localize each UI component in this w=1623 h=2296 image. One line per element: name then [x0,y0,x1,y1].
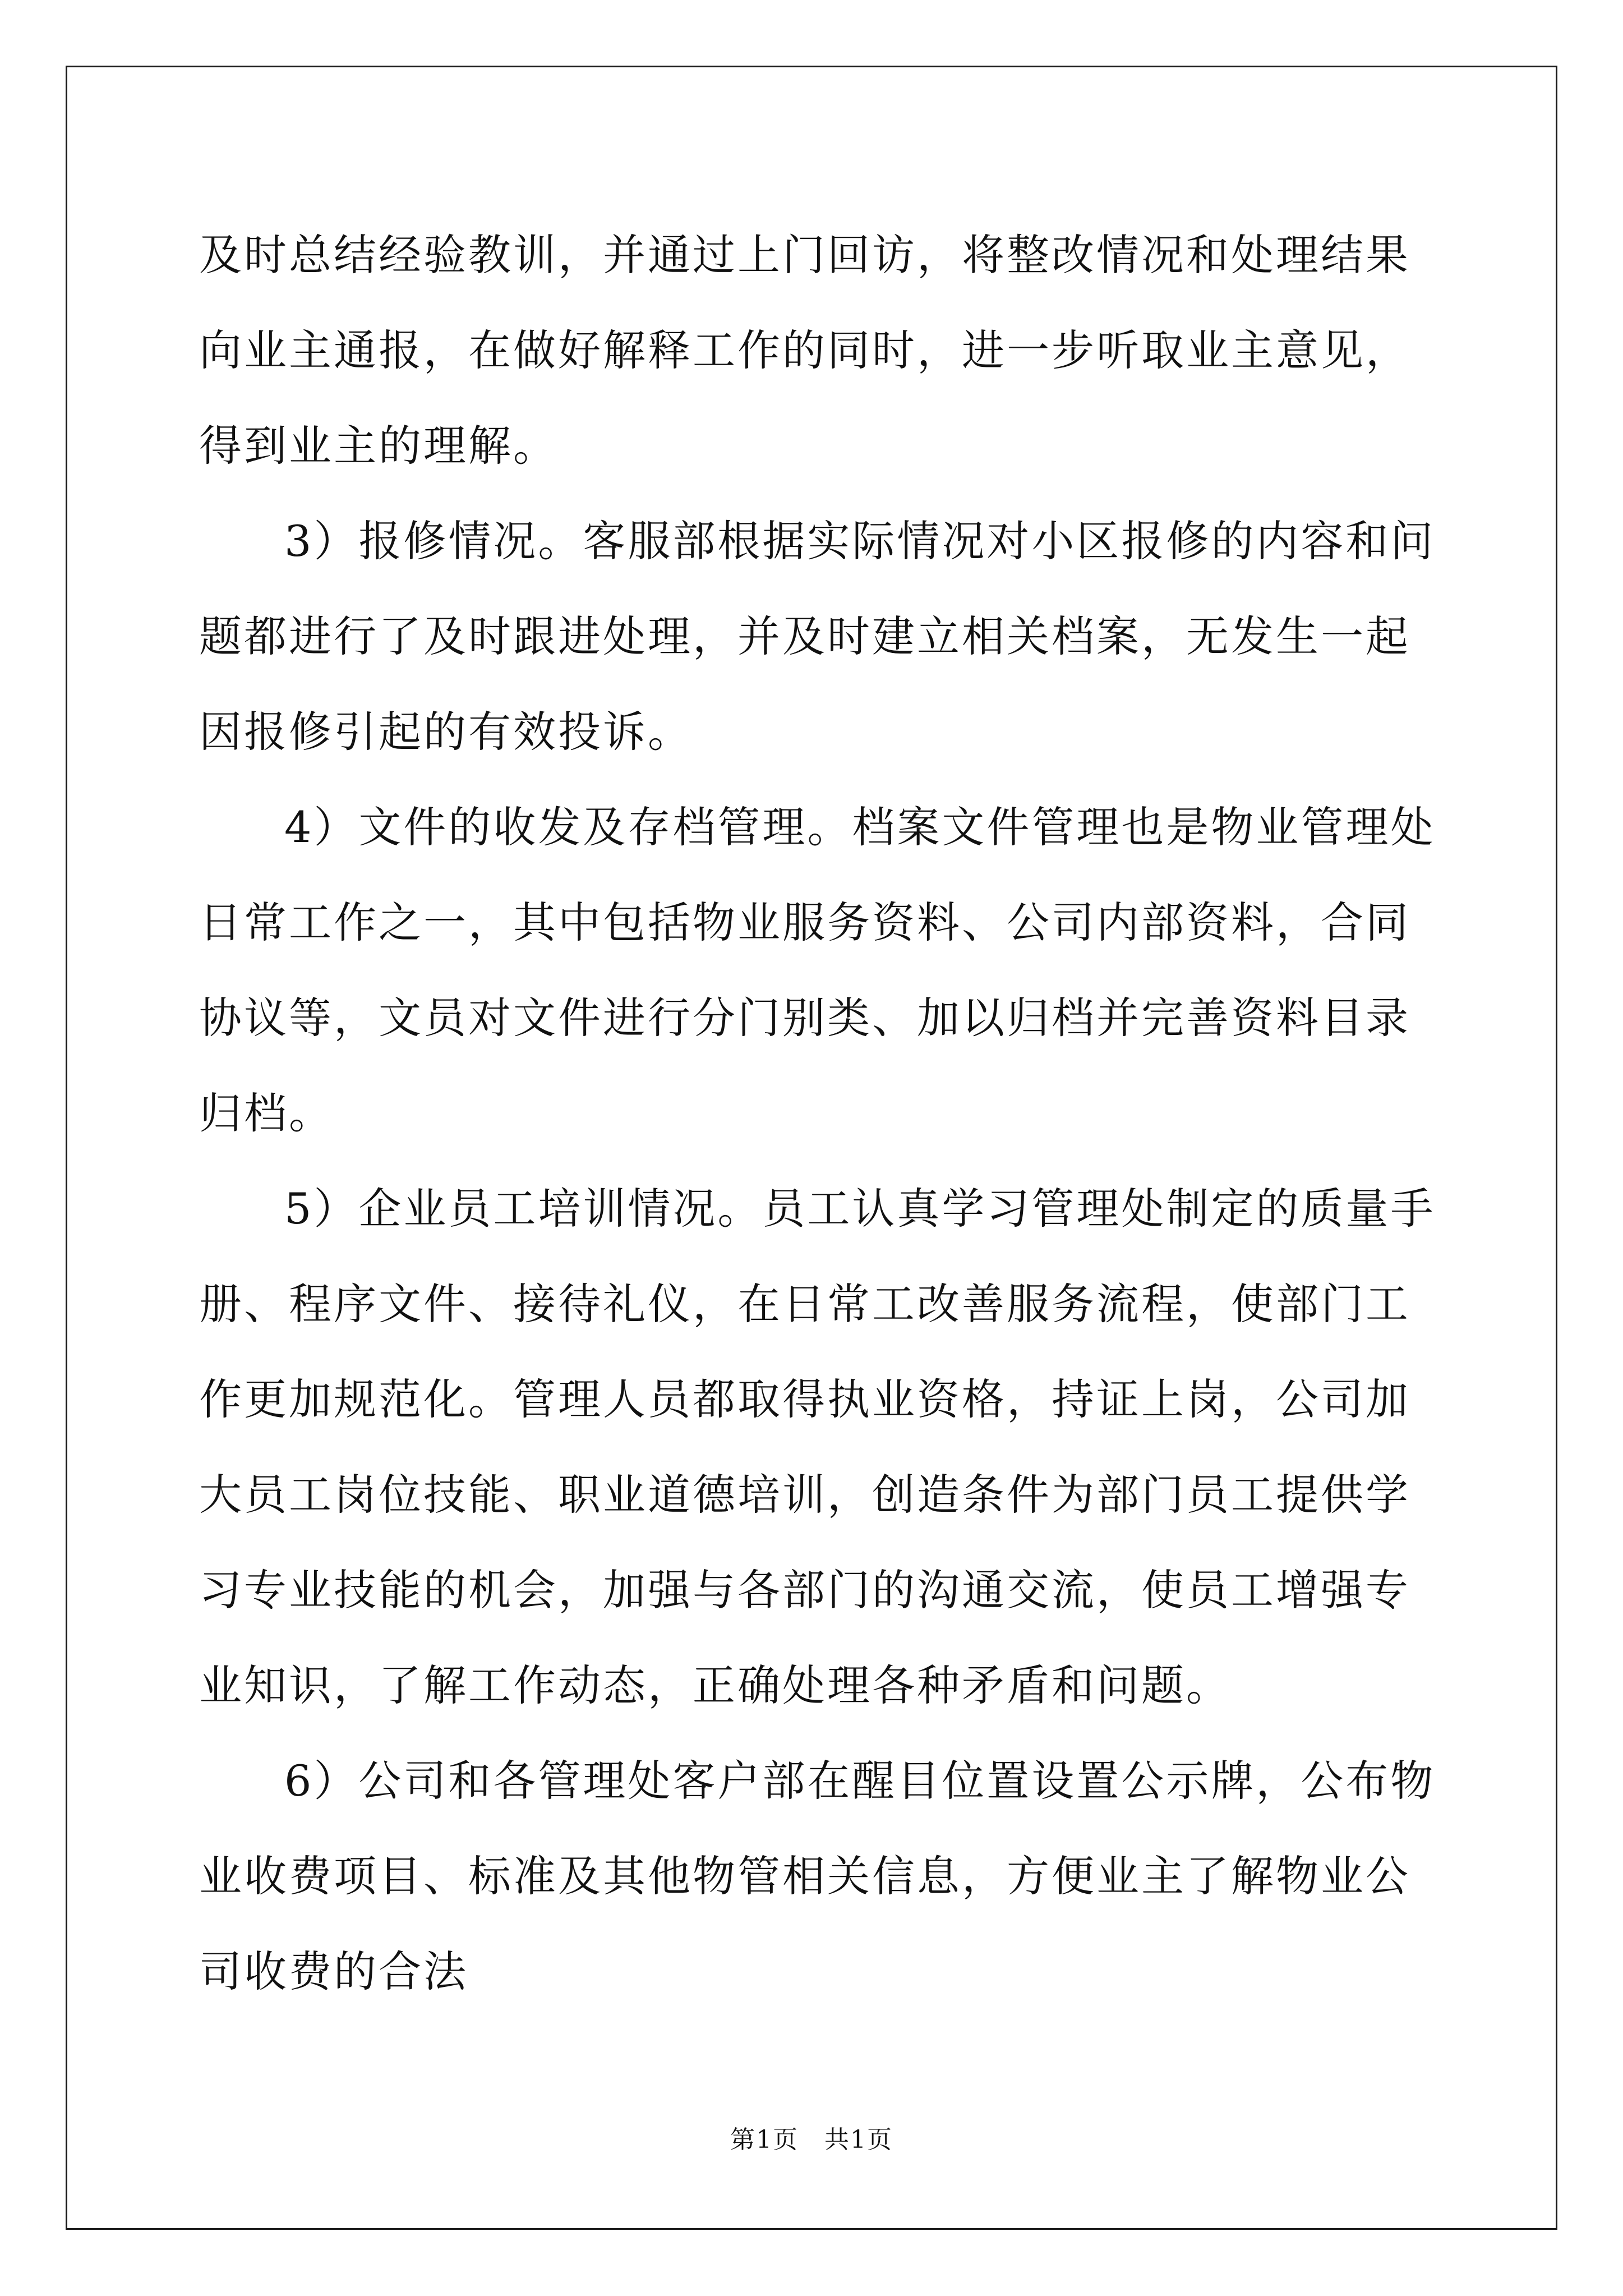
paragraph-staff-training: 5）企业员工培训情况。员工认真学习管理处制定的质量手册、程序文件、接待礼仪，在日常工改善服务流程，使部门工作更加规范化。管理人员都取得执业资格，持证上岗，公司加大员工岗位技能、职业道德培训，创造条件为部门员工提供学习专业技能的机会，加强与各部门的沟通交流，使员工增强专业知识，了解工作动态，正确处理各种矛盾和问题。 [199,1184,1436,1710]
paragraph-repair-status: 3）报修情况。客服部根据实际情况对小区报修的内容和问题都进行了及时跟进处理，并及时建立相关档案，无发生一起因报修引起的有效投诉。 [199,516,1436,757]
page-number: 第1页 共1页 [730,2125,893,2154]
paragraph-file-management: 4）文件的收发及存档管理。档案文件管理也是物业管理处日常工作之一，其中包括物业服务资料、公司内部资料，合同协议等，文员对文件进行分门别类、加以归档并完善资料目录归档。 [199,802,1436,1138]
paragraph-public-notice: 6）公司和各管理处客户部在醒目位置设置公示牌，公布物业收费项目、标准及其他物管相关信息，方便业主了解物业公司收费的合法 [199,1756,1436,1996]
document-body [199,208,1438,2019]
paragraph-continuation: 及时总结经验教训，并通过上门回访，将整改情况和处理结果向业主通报，在做好解释工作的同时，进一步听取业主意见，得到业主的理解。 [199,230,1410,471]
